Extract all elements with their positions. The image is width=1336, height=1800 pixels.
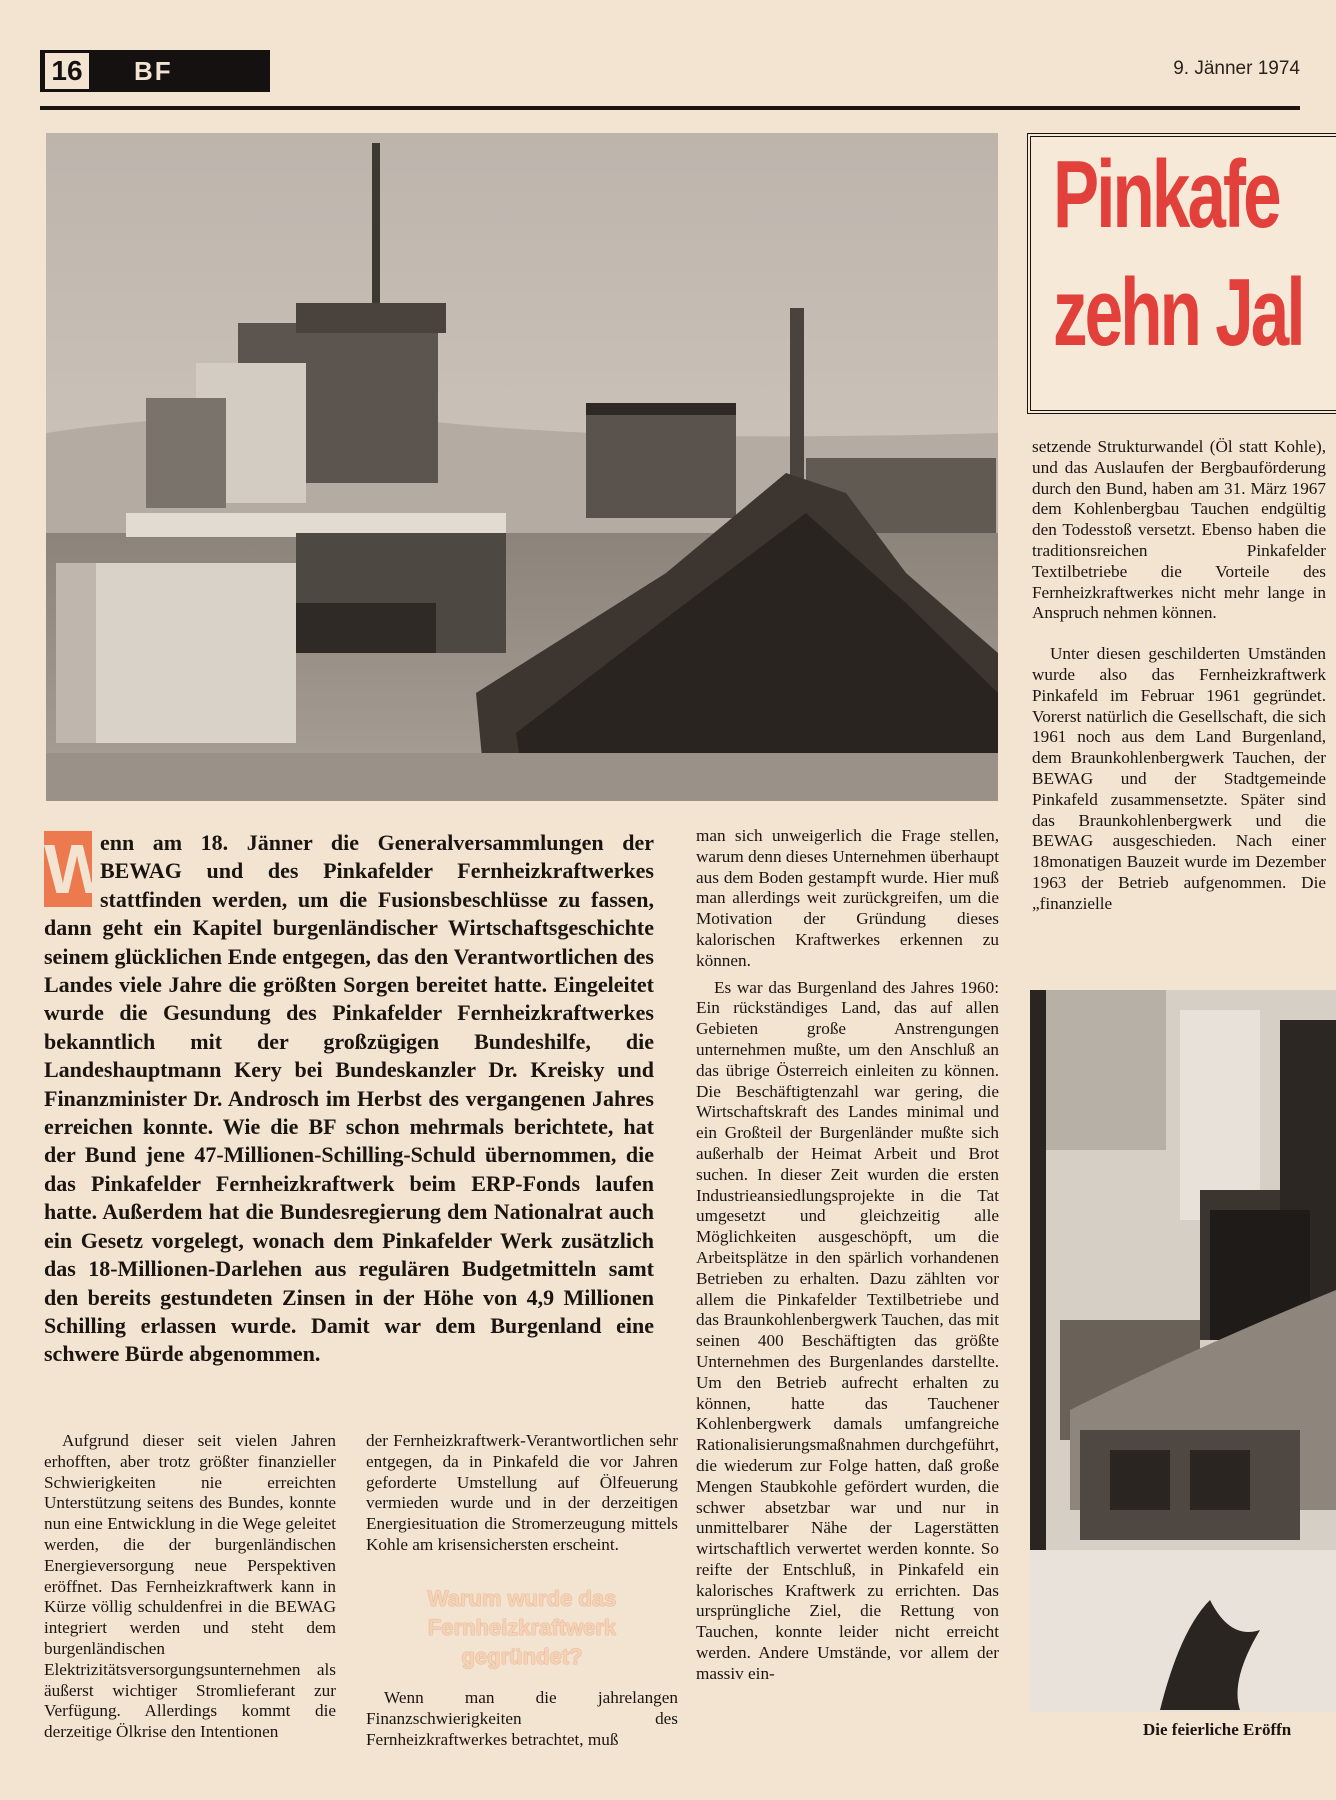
- body-column-2: [366, 1431, 678, 1556]
- lead-paragraph: [44, 829, 654, 1369]
- page-number: 16: [42, 50, 92, 92]
- col2b-paragraph: Wenn man die jahrelangen Finanzschwierigkeiten des Fernheizkraftwerkes betrachtet, muß: [366, 1688, 678, 1749]
- col3a-paragraph: man sich unweigerlich die Frage stellen, warum denn dieses Unternehmen überhaupt aus dem Boden gestampft wurde. Hier muß man allerdings weit zurückgreifen, um die Motivation der Gründung dieses kalorischen Kraftwerkes erkennen zu können.: [696, 826, 999, 970]
- col3b-paragraph: Es war das Burgenland des Jahres 1960: Ein rückständiges Land, das auf allen Gebieten große Anstrengungen unternehmen mußte, um den Anschluß an das übrige Österreich einleiten zu können. Die Beschäftigtenzahl war gering, die Wirtschaftskraft des Landes minimal und ein Großteil der Burgenländer mußte sich außerhalb der Heimat Arbeit und Brot suchen. In dieser Zeit wurden die ersten Industrieansiedlungsprojekte in die Tat umgesetzt und gleichzeitig alle Möglichkeiten ausgeschöpft, um die Arbeitsplätze in den spärlich vorhandenen Betrieben zu erhalten. Dazu zählten vor allem die Pinkafelder Textilbetriebe und das Braunkohlenbergwerk Tauchen, das mit seinen 400 Beschäftigten das größte Unternehmen des Burgenlandes darstellte. Um den Betrieb aufrecht erhalten zu können, hatte das Tauchener Kohlenbergwerk damals umfangreiche Rationalisierungsmaßnahmen durchgeführt, die wiederum zur Folge hatten, daß große Mengen Staubkohle gefördert wurden, die schwer absetzbar war und nur in unmittelbarer Nähe der Lagerstätten wirtschaftlich verwertet werden konnte. So reifte der Entschluß, in Pinkafeld ein kalorisches Kraftwerk zu errichten. Das ursprüngliche Ziel, die Rettung von Tauchen, konnte leider nicht erreicht werden. Andere Umstände, vor allem der massiv ein-: [696, 977, 999, 1683]
- drop-cap: W: [44, 830, 111, 908]
- ceremony-photo-graphic: [1030, 990, 1336, 1712]
- body-column-3: [696, 826, 999, 1685]
- body-column-4: [1032, 437, 1326, 915]
- section-label: BF: [134, 55, 173, 86]
- page-number-block: [40, 50, 270, 92]
- ceremony-photo: [1030, 990, 1336, 1712]
- construction-photo-graphic: [46, 133, 998, 801]
- headline-box: [1027, 133, 1336, 414]
- body-column-2b: [366, 1688, 678, 1750]
- issue-date: 9. Jänner 1974: [1173, 58, 1300, 79]
- photo-caption: Die feierliche Eröffn: [1143, 1720, 1292, 1739]
- headline-line-1: Pinkafe: [1053, 141, 1279, 248]
- body-column-1: [44, 1431, 336, 1743]
- header-rule: [40, 106, 1300, 110]
- lead-text: enn am 18. Jänner die Generalversammlungen der BEWAG und des Pinkafelder Fernheizkraftwerkes stattfinden werden, um die Fusionsbeschlüsse zu fassen, dann geht ein Kapitel burgenländischer Wirtschaftsgeschichte seinem glücklichen Ende entgegen, das den Verantwortlichen des Landes viele Jahre die größten Sorgen bereitet hatte. Eingeleitet wurde die Gesundung des Pinkafelder Fernheizkraftwerkes bekanntlich mit der großzügigen Bundeshilfe, die Landeshauptmann Kery bei Bundeskanzler Dr. Kreisky und Finanzminister Dr. Androsch im Herbst des vergangenen Jahres erreichen konnte. Wie die BF schon mehrmals berichtete, hat der Bund jene 47-Millionen-Schilling-Schuld übernommen, die das Pinkafelder Fernheizkraftwerk beim ERP-Fonds laufen hatte. Außerdem hat die Bundesregierung dem Nationalrat auch ein Gesetz vorgelegt, wonach dem Pinkafelder Werk zusätzlich das 18-Millionen-Darlehen aus regulären Budgetmitteln samt den bereits gestundeten Zinsen in der Höhe von 4,9 Millionen Schilling erlassen wurde. Damit war dem Burgenland eine schwere Bürde abgenommen.: [44, 830, 654, 1367]
- headline-line-2: zehn Jal: [1053, 259, 1303, 366]
- col1-paragraph: Aufgrund dieser seit vielen Jahren erhofften, aber trotz größter finanzieller Schwierigkeiten nie erreichten Unterstützung seitens des Bundes, konnte nun eine Entwicklung in die Wege geleitet werden, die der burgenländischen Energieversorgung neue Perspektiven eröffnet. Das Fernheizkraftwerk kann in Kürze völlig schuldenfrei in die BEWAG integriert werden und steht dem burgenländischen Elektrizitätsversorgungsunternehmen als äußerst wichtiger Stromlieferant zur Verfügung. Allerdings kommt die derzeitige Ölkrise den Intentionen: [44, 1431, 336, 1742]
- col2-paragraph: der Fernheizkraftwerk-Verantwortlichen sehr entgegen, da in Pinkafeld die vor Jahren geforderte Umstellung auf Ölfeuerung vermieden wurde und in der derzeitigen Energiesituation die Stromerzeugung mittels Kohle am krisensichersten erscheint.: [366, 1431, 678, 1554]
- col4a-paragraph: setzende Strukturwandel (Öl statt Kohle), und das Auslaufen der Bergbauförderung durch den Bund, haben am 31. März 1967 dem Kohlenbergbau Tauchen endgültig den Todesstoß versetzt. Ebenso haben die traditionsreichen Pinkafelder Textilbetriebe die Vorteile des Fernheizkraftwerkes nicht mehr lange in Anspruch nehmen können.: [1032, 437, 1326, 623]
- col4b-paragraph: Unter diesen geschilderten Umständen wurde also das Fernheizkraftwerk Pinkafeld im Februar 1961 gegründet. Vorerst natürlich die Gesellschaft, die sich 1961 noch aus dem Land Burgenland, dem Braunkohlenbergwerk Tauchen, der BEWAG und der Stadtgemeinde Pinkafeld zusammensetzte. Später sind das Braunkohlenbergwerk und die BEWAG ausgeschieden. Nach einer 18monatigen Bauzeit wurde im Dezember 1963 der Betrieb aufgenommen. Die „finanzielle: [1032, 644, 1326, 913]
- construction-photo: [46, 133, 998, 801]
- section-subhead: Warum wurde das Fernheizkraftwerk gegründet?: [427, 1586, 617, 1669]
